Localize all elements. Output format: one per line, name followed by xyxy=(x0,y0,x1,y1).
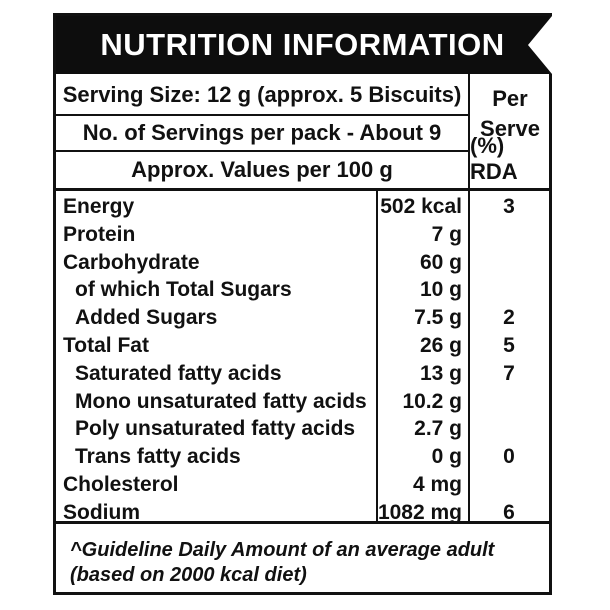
nutrient-amount: 1082 mg xyxy=(377,500,462,524)
table-row xyxy=(56,415,550,443)
footnote xyxy=(70,538,494,588)
divider xyxy=(56,114,468,116)
rda-header-line2: Serve xyxy=(480,116,540,141)
nutrient-rda: 5 xyxy=(503,333,515,357)
nutrient-name: Mono unsaturated fatty acids xyxy=(75,389,367,413)
nutrient-rda: 6 xyxy=(503,500,515,524)
table-row xyxy=(56,304,550,332)
servings-per-pack: No. of Servings per pack - About 9 xyxy=(82,120,442,145)
table-row xyxy=(56,388,550,416)
nutrient-name: Cholesterol xyxy=(63,472,179,496)
divider xyxy=(56,150,468,152)
nutrient-amount: 10.2 g xyxy=(402,389,462,413)
nutrient-amount: 26 g xyxy=(419,333,462,357)
nutrient-amount: 13 g xyxy=(419,361,462,385)
nutrient-name: Total Fat xyxy=(63,333,149,357)
nutrient-amount: 7.5 g xyxy=(414,306,462,330)
nutrient-rda: 0 xyxy=(503,445,515,469)
nutrient-name: Saturated fatty acids xyxy=(75,361,282,385)
nutrient-name: Energy xyxy=(63,195,135,218)
table-row xyxy=(56,499,550,527)
nutrient-amount: 60 g xyxy=(419,250,462,274)
nutrient-name: Poly unsaturated fatty acids xyxy=(75,417,356,441)
rda-header-line3: (%) RDA xyxy=(470,133,518,184)
table-row xyxy=(56,276,550,304)
nutrient-amount: 10 g xyxy=(419,278,462,302)
title-notch xyxy=(528,16,552,74)
nutrient-amount: 2.7 g xyxy=(414,417,462,441)
nutrient-table xyxy=(56,193,550,527)
nutrient-name: Protein xyxy=(63,222,136,246)
nutrient-amount: 7 g xyxy=(431,222,462,246)
nutrient-name: Carbohydrate xyxy=(63,250,200,274)
table-row xyxy=(56,332,550,360)
nutrient-name: Added Sugars xyxy=(75,306,218,330)
table-row xyxy=(56,193,550,221)
nutrient-name: Trans fatty acids xyxy=(75,445,241,469)
label-title: NUTRITION INFORMATION xyxy=(100,27,505,62)
nutrient-rda: 3 xyxy=(503,195,515,218)
serving-size: Serving Size: 12 g (approx. 5 Biscuits) xyxy=(62,82,462,107)
label-title-bar xyxy=(56,16,549,74)
values-per-100g: Approx. Values per 100 g xyxy=(131,157,393,182)
nutrient-amount: 502 kcal xyxy=(380,195,462,218)
table-row xyxy=(56,471,550,499)
table-row xyxy=(56,360,550,388)
nutrient-rda: 2 xyxy=(503,306,515,330)
table-row xyxy=(56,221,550,249)
nutrient-rda: 7 xyxy=(503,361,515,385)
footnote-line1: ^Guideline Daily Amount of an average adult xyxy=(70,539,495,561)
nutrient-amount: 4 mg xyxy=(412,472,462,496)
nutrient-name: of which Total Sugars xyxy=(75,278,292,302)
nutrient-name: Sodium xyxy=(63,500,140,524)
table-row xyxy=(56,249,550,277)
footnote-line2: (based on 2000 kcal diet) xyxy=(70,564,307,586)
rda-header-line1: Per xyxy=(492,86,528,111)
table-row xyxy=(56,443,550,471)
nutrient-amount: 0 g xyxy=(431,445,462,469)
nutrition-label xyxy=(53,13,552,595)
divider xyxy=(56,188,550,191)
